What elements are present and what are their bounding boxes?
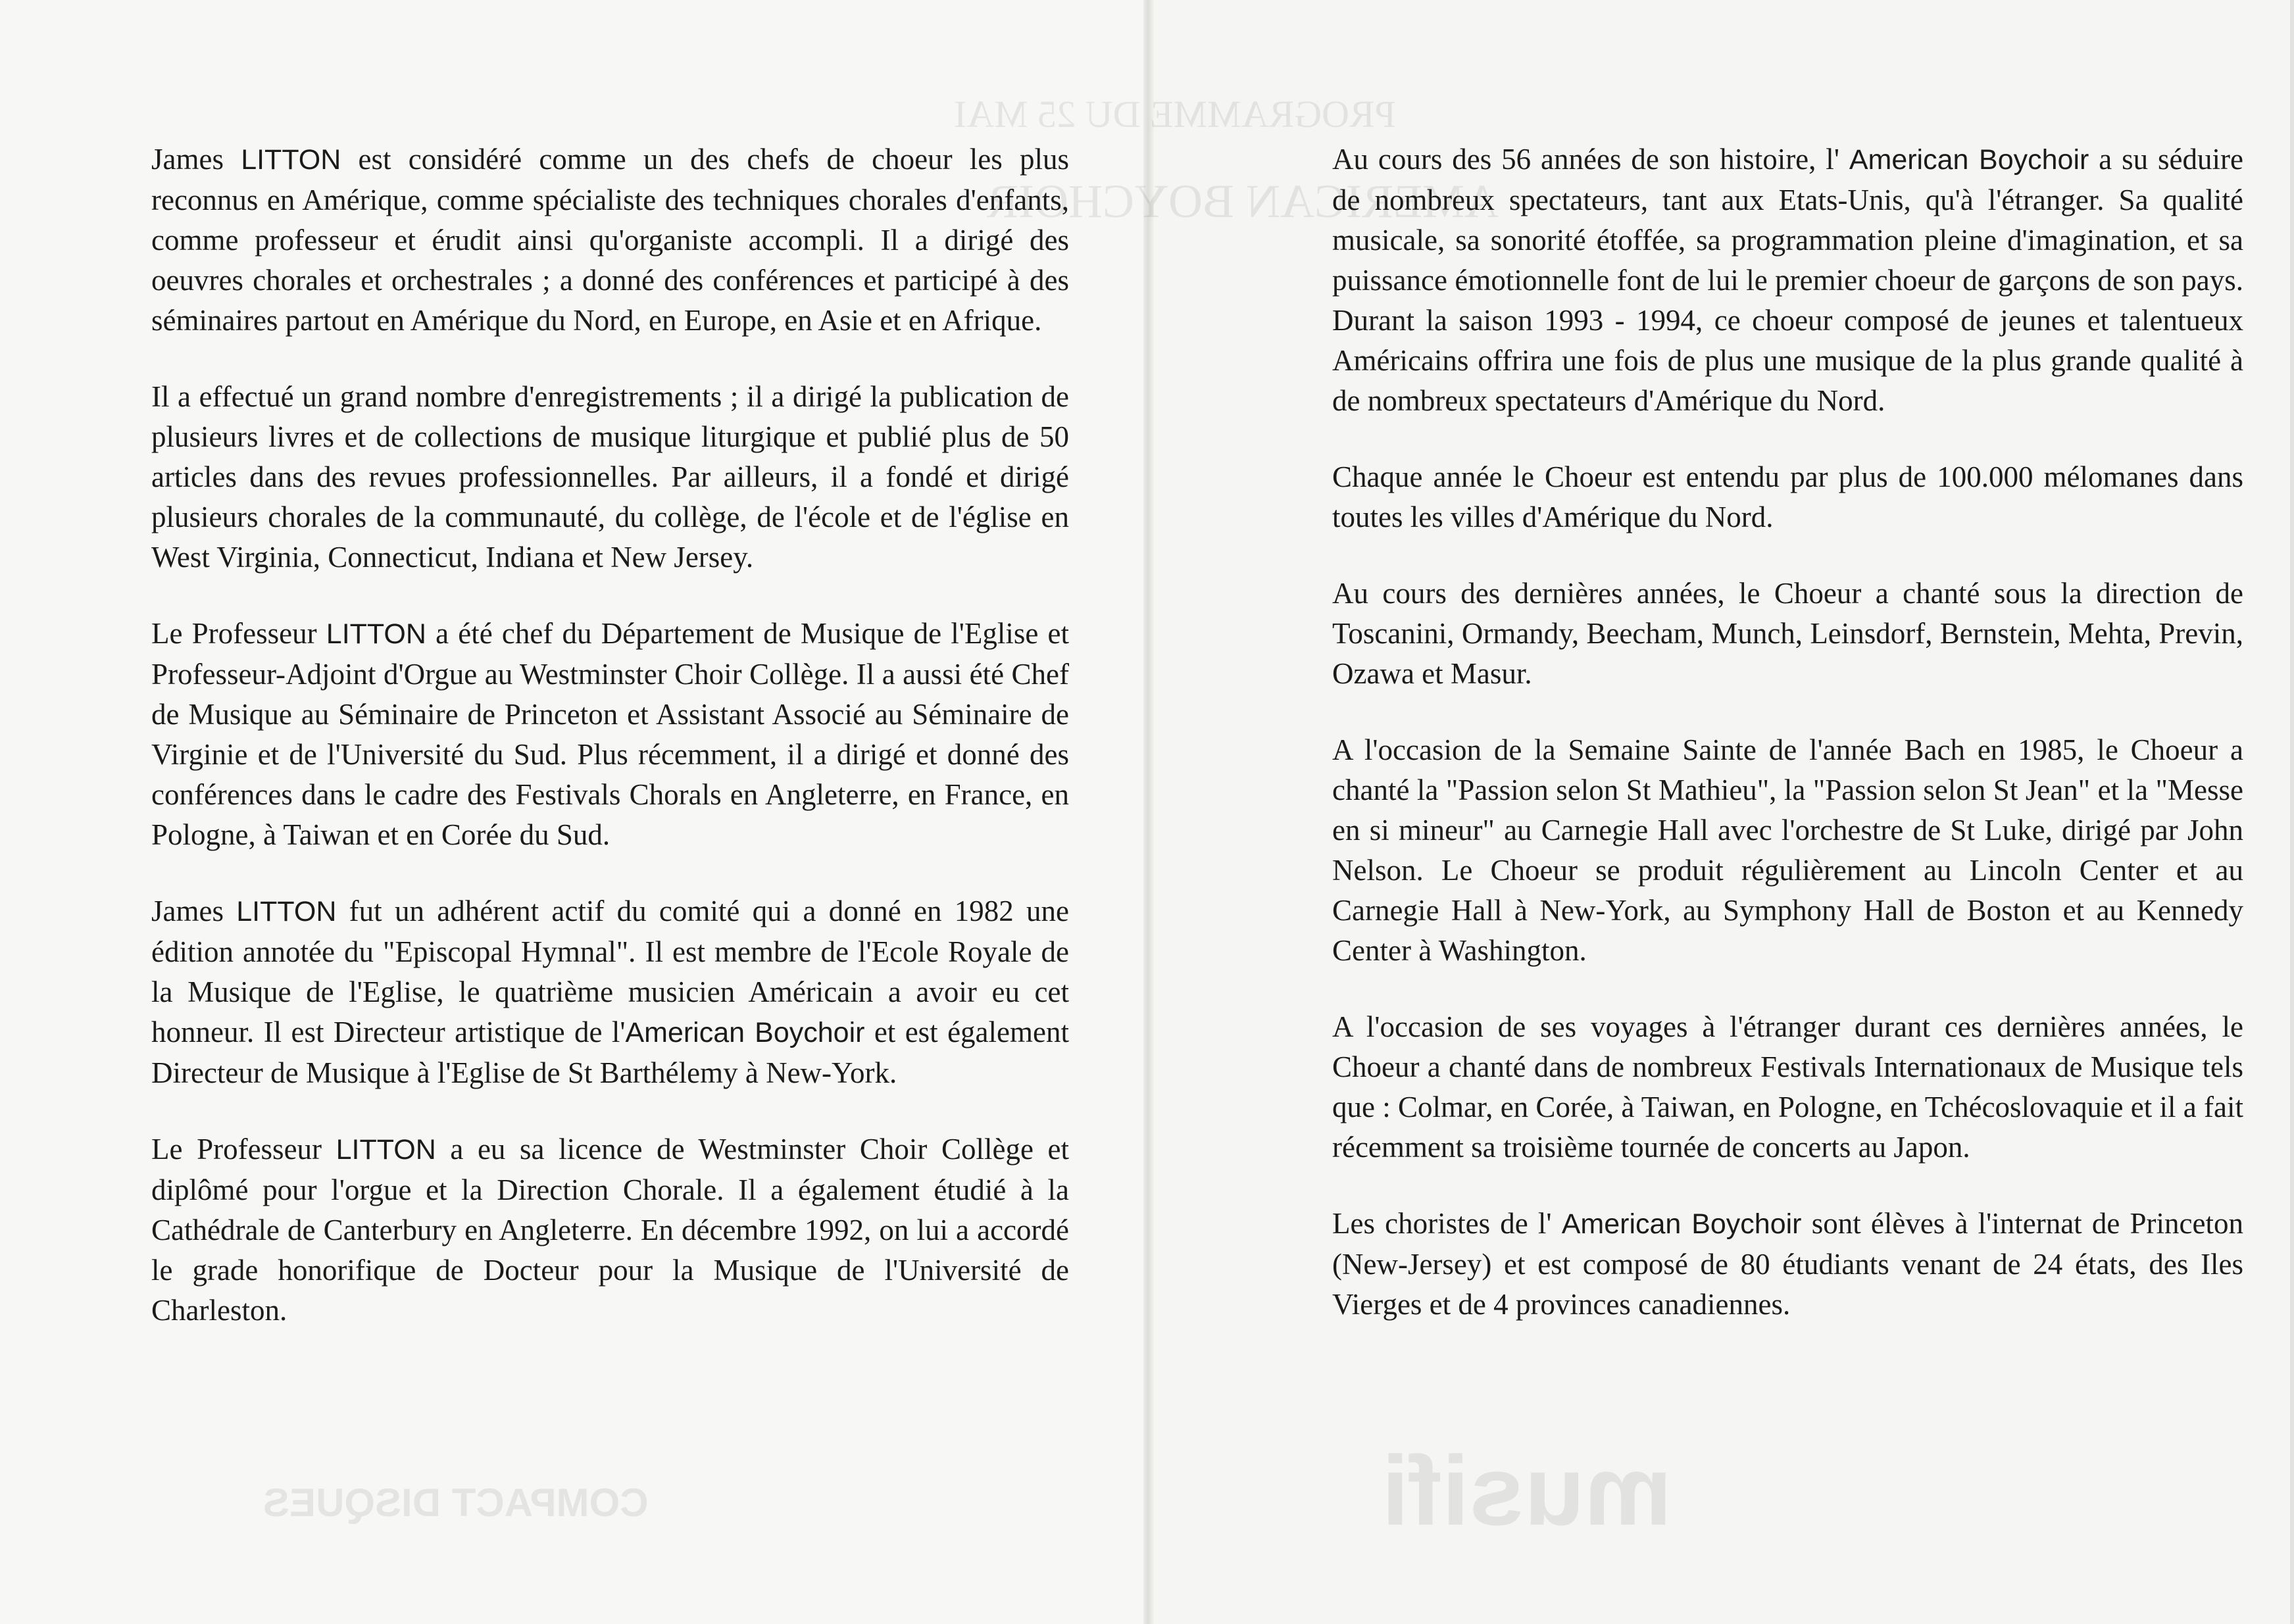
- proper-name: LITTON: [236, 896, 337, 927]
- paragraph-text: Chaque année le Choeur est entendu par plus de 100.000 mélomanes dans toutes les villes d'Amérique du Nord.: [1332, 460, 2243, 533]
- paper-edge: [2290, 0, 2294, 1624]
- left-text-column: [151, 139, 1069, 1367]
- proper-name: LITTON: [326, 618, 426, 650]
- paragraph: [151, 891, 1069, 1093]
- paragraph-text: A l'occasion de ses voyages à l'étranger durant ces dernières années, le Choeur a chanté dans de nombreux Festivals Internationaux de Musique tels que : Colmar, en Corée, à Taiwan, en Pologne, en Tchécoslovaquie et il a fait récemment sa troisième tournée de concerts au Japon.: [1332, 1010, 2243, 1164]
- paragraph-text: A l'occasion de la Semaine Sainte de l'année Bach en 1985, le Choeur a chanté la "Passion selon St Mathieu", la "Passion selon St Jean" et la "Messe en si mineur" au Carnegie Hall avec l'orchestre de St Luke, dirigé par John Nelson. Le Choeur se produit régulièrement au Lincoln Center et au Carnegie Hall à New-York, au Symphony Hall de Boston et au Kennedy Center à Washington.: [1332, 733, 2243, 967]
- proper-name: LITTON: [336, 1134, 436, 1166]
- paragraph-text: James: [151, 143, 241, 176]
- paragraph: [1332, 730, 2243, 971]
- paragraph: [151, 614, 1069, 855]
- paragraph-text: James: [151, 895, 237, 927]
- paragraph-text: Le Professeur: [151, 617, 326, 650]
- paragraph: [1332, 574, 2243, 694]
- paragraph-text: fut un adhérent actif du comité qui a donné en 1982 une édition annotée du "Episcopal Hymnal". Il est membre de l'Ecole Royale de la Musique de l'Eglise, le quatrième musicien Américain a avoir eu cet honneur. Il est Directeur artistique de l': [151, 895, 1069, 1048]
- paragraph-text: Au cours des 56 années de son histoire, l': [1332, 143, 1849, 176]
- proper-name: American Boychoir: [1561, 1208, 1802, 1240]
- paragraph: [1332, 139, 2243, 421]
- show-through-logo: musifi: [1382, 1435, 1672, 1546]
- paragraph-text: sont élèves à l'internat de Princeton (New-Jersey) et est composé de 80 étudiants venant de 24 états, des Iles Vierges et de 4 provinces canadiennes.: [1332, 1207, 2243, 1321]
- paragraph-text: Il a effectué un grand nombre d'enregistrements ; il a dirigé la publication de plusieurs livres et de collections de musique liturgique et publié plus de 50 articles dans des revues professionnelles. Par ailleurs, il a fondé et dirigé plusieurs chorales de la communauté, du collège, de l'école et de l'église en West Virginia, Connecticut, Indiana et New Jersey.: [151, 380, 1069, 574]
- paragraph: [151, 139, 1069, 341]
- paragraph: [1332, 457, 2243, 537]
- page-fold: [1143, 0, 1154, 1624]
- paragraph-text: et est également Directeur de Musique à l'Eglise de St Barthélemy à New-York.: [151, 1016, 1069, 1089]
- paragraph: [151, 1129, 1069, 1331]
- paragraph-text: a été chef du Département de Musique de l'Eglise et Professeur-Adjoint d'Orgue au Westminster Choir Collège. Il a aussi été Chef de Musique au Séminaire de Princeton et Assistant Associé au Séminaire de Virginie et de l'Université du Sud. Plus récemment, il a dirigé et donné des conférences dans le cadre des Festivals Chorals en Angleterre, en France, en Pologne, à Taiwan et en Corée du Sud.: [151, 617, 1070, 851]
- paragraph-text: a eu sa licence de Westminster Choir Collège et diplômé pour l'orgue et la Direction Chorale. Il a également étudié à la Cathédrale de Canterbury en Angleterre. En décembre 1992, on lui a accordé le grade honorifique de Docteur pour la Musique de l'Université de Charleston.: [151, 1133, 1069, 1327]
- show-through-footer: COMPACT DISQUES: [263, 1481, 649, 1525]
- paragraph: [1332, 1007, 2243, 1168]
- paragraph: [151, 377, 1069, 578]
- proper-name: American Boychoir: [625, 1017, 865, 1048]
- paragraph-text: Les choristes de l': [1332, 1207, 1562, 1240]
- proper-name: American Boychoir: [1849, 144, 2089, 176]
- paragraph-text: Le Professeur: [151, 1133, 336, 1166]
- show-through-heading: PROGRAMME DU 25 MAI: [954, 93, 1396, 135]
- paragraph: [1332, 1204, 2243, 1325]
- show-through-title: AMERICAN BOYCHOIR: [987, 175, 1499, 228]
- paragraph-text: a su séduire de nombreux spectateurs, tant aux Etats-Unis, qu'à l'étranger. Sa qualité musicale, sa sonorité étoffée, sa programmation pleine d'imagination, et sa puissance émotionnelle font de lui le premier choeur de garçons de son pays. Durant la saison 1993 - 1994, ce choeur composé de jeunes et talentueux Américains offrira une fois de plus une musique de la plus grande qualité à de nombreux spectateurs d'Amérique du Nord.: [1332, 143, 2243, 417]
- paragraph-text: est considéré comme un des chefs de choeur les plus reconnus en Amérique, comme spécialiste des techniques chorales d'enfants, comme professeur et érudit ainsi qu'organiste accompli. Il a dirigé des oeuvres chorales et orchestrales ; a donné des conférences et participé à des séminaires partout en Amérique du Nord, en Europe, en Asie et en Afrique.: [151, 143, 1069, 337]
- proper-name: LITTON: [241, 144, 341, 176]
- paragraph-text: Au cours des dernières années, le Choeur a chanté sous la direction de Toscanini, Ormandy, Beecham, Munch, Leinsdorf, Bernstein, Mehta, Previn, Ozawa et Masur.: [1332, 577, 2243, 690]
- right-text-column: [1332, 139, 2243, 1361]
